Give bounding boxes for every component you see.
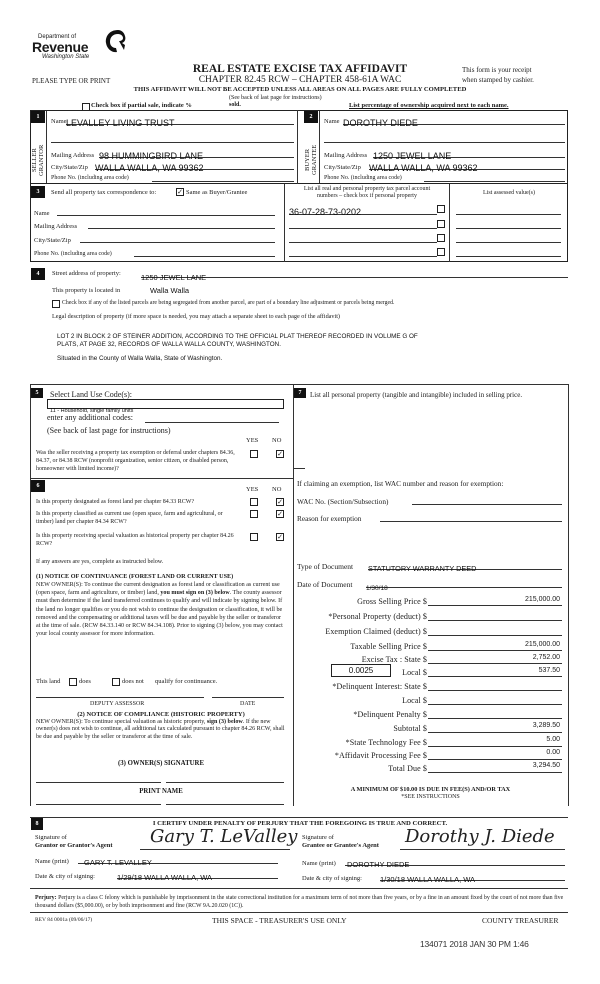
grantor-sig-label-1: Signature of [35,834,67,841]
grantor-signature: Gary T. LeValley [150,826,298,847]
buyer-name-field[interactable] [343,114,565,128]
parcel-field-3[interactable] [289,235,437,243]
treasurer-use-only: THIS SPACE - TREASURER'S USE ONLY [212,916,347,925]
parcel-field-1[interactable] [289,202,437,215]
seller-city-label: City/State/Zip [51,164,88,171]
legal-description-label: Legal description of property (if more space is needed, you may attach a separate sheet to each page of the affidavit) [52,313,340,320]
grantor-side-label: GRANTOR [38,144,45,176]
tech-fee-field[interactable] [428,737,562,747]
personal-property-deduct-label: *Personal Property (deduct) $ [328,612,427,621]
section-4-number: 4 [31,268,45,280]
logo-state-text: Washington State [42,54,90,60]
gross-selling-price-label: Gross Selling Price $ [357,597,427,606]
notice1-text-a: NEW OWNER(S): To continue the current designation as forest land or classification as current use (open space, farm and agriculture, or timber) land, [36,582,280,597]
notice-continuance-body [36,581,286,638]
segregate-label: Check box if any of the listed parcels are being segregated from another parcel, are part of a boundary line adjustment or parcels being merged. [62,300,395,306]
exemption-question: Was the seller receiving a property tax exemption or deferral under chapters 84.36, 84.37, or 84.38 RCW (nonprofit organization, senior citizen, or disabled person, homeowner with limited income)? [36,450,235,472]
forest-land-question: Is this property designated as forest land per chapter 84.33 RCW? [36,499,195,505]
deputy-assessor-field[interactable] [36,690,204,698]
parcel-header [286,186,448,200]
buyer-city-field[interactable] [369,158,565,173]
gross-selling-price-value: 215,000.00 [524,596,560,603]
section-2-number: 2 [304,111,318,123]
parcel-value-1: 36-07-28-73-0202 [289,207,362,217]
corr-city-label: City/State/Zip [34,237,71,244]
personal-property-label: List all personal property (tangible and intangible) included in selling price. [310,391,523,399]
historical-yes-checkbox[interactable] [250,533,258,541]
partial-sale-label: Check box if partial sale, indicate % [91,102,192,109]
seller-city-value: WALLA WALLA, WA 99362 [95,163,204,173]
grantee-side-label: GRANTEE [311,144,318,176]
exemption-claimed-field[interactable] [428,626,562,636]
logo-revenue-text: Revenue [32,39,89,55]
print-name-field-1[interactable] [36,801,161,805]
parcel-header-line-2: numbers – check box if personal property [317,193,417,199]
exemption-yes-checkbox[interactable] [250,450,258,458]
historical-no-checkbox[interactable]: ✓ [277,533,283,541]
receipt-note-1: This form is your receipt [462,66,532,74]
buyer-grantee-label [304,140,318,180]
parcel-personal-checkbox-3[interactable] [437,234,445,242]
grantee-name-field[interactable] [345,854,565,869]
delinquent-penalty-field[interactable] [428,709,562,719]
street-address-label: Street address of property: [52,270,121,277]
logo-dept-text: Department of [38,34,77,40]
buyer-city-value: WALLA WALLA, WA 99362 [369,163,478,173]
additional-codes-field[interactable] [145,413,279,423]
excise-local-value: 537.50 [538,667,560,674]
ownership-note: List percentage of ownership acquired next to each name. [349,102,509,109]
deputy-assessor-label: DEPUTY ASSESSOR [90,701,145,707]
doc-type-value: STATUTORY WARRANTY DEED [368,564,477,573]
processing-fee-label: *Affidavit Processing Fee $ [334,751,427,760]
land-use-code-select[interactable] [47,399,284,414]
legal-line-1: LOT 2 IN BLOCK 2 OF STEINER ADDITION, ACCORDING TO THE OFFICIAL PLAT THEREOF RECORDED IN VOLUME G OF [57,333,418,340]
tech-fee-value: 5.00 [546,736,560,743]
doc-date-label: Date of Document [297,580,353,589]
excise-state-value: 2,752.00 [532,654,560,661]
taxable-selling-price-label: Taxable Selling Price $ [350,642,427,651]
grantor-sig-label-2: Grantor or Grantor's Agent [35,842,113,849]
doc-date-value: 1/30/18 [366,585,388,592]
cashier-stamp: 134071 2018 JAN 30 PM 1:46 [420,939,529,949]
buyer-mailing-label: Mailing Address [324,152,368,159]
dor-swirl-logo-icon [104,28,126,54]
owner-signature-field-2[interactable] [166,775,284,783]
county-treasurer-label: COUNTY TREASURER [482,916,559,925]
buyer-mailing-value: 1250 JEWEL LANE [373,151,452,161]
owner-signature-label: (3) OWNER(S) SIGNATURE [118,760,204,767]
buyer-mailing-field[interactable] [373,146,565,161]
certify-statement: I CERTIFY UNDER PENALTY OF PERJURY THAT THE FOREGOING IS TRUE AND CORRECT. [152,820,448,827]
owner-signature-field-1[interactable] [36,775,161,783]
date-label: DATE [240,701,256,707]
exemption-no-checkbox[interactable]: ✓ [277,450,283,458]
corr-name-field[interactable] [57,208,275,216]
grantor-date-city-label: Date & city of signing: [35,873,95,880]
seller-phone-label: Phone No. (including area code) [51,175,129,181]
notice1-text-b: . The county assessor must then determine if the land transferred continues to qualify and will indicate by signing below. If the land no longer qualifies or you do not wish to continue the designation or classification, it will be removed and the compensating or additional taxes will be due and payable by the seller or transferor at the time of sale. (RCW 84.33.140 or RCW 84.34.108). Prior to signing (3) below, you may contact your local county assessor for more information. [36,590,283,638]
same-as-buyer-label: Same as Buyer/Grantee [186,189,248,196]
exemption-reason-field[interactable] [380,513,562,522]
excise-local-label: Local $ [402,668,427,677]
send-correspondence-label: Send all property tax correspondence to: [51,189,157,196]
grantee-sig-label-2: Grantee or Grantee's Agent [302,842,379,849]
see-back-note: (See back of last page for instructions) [229,95,322,101]
same-as-buyer-checkbox[interactable]: ✓ [177,188,183,196]
notice-continuance-title: (1) NOTICE OF CONTINUANCE (FOREST LAND OR CURRENT USE) [36,573,234,580]
tech-fee-label: *State Technology Fee $ [345,738,427,747]
section-8-number: 8 [31,818,43,830]
street-address-field[interactable] [141,267,568,282]
if-yes-instruction: If any answers are yes, complete as instructed below. [36,559,164,565]
print-name-label: PRINT NAME [139,788,183,795]
historical-question: Is this property receiving special valuation as historical property per chapter 84.26 RCW? [36,533,234,547]
form-id: REV 84 0001a (09/06/17) [35,917,93,923]
doc-type-field[interactable] [368,558,562,573]
assessed-header: List assessed value(s) [483,190,535,196]
seller-grantor-label [31,140,45,180]
doc-date-field[interactable] [366,577,562,592]
grantee-date-city-field[interactable] [380,869,565,884]
local-rate-field[interactable]: 0.0025 [331,664,391,677]
seller-mailing-value: 98 HUMMINGBIRD LANE [99,151,204,161]
forest-no-checkbox[interactable]: ✓ [277,498,283,506]
section-3-number: 3 [31,186,45,198]
personal-property-deduct-field[interactable] [428,611,562,621]
buyer-city-label: City/State/Zip [324,164,361,171]
does-not-label: does not [122,678,144,685]
form-subtitle: CHAPTER 82.45 RCW – CHAPTER 458-61A WAC [198,75,402,85]
buyer-phone-field[interactable] [424,174,565,182]
assessor-date-field[interactable] [212,690,284,698]
assessed-field-2[interactable] [456,221,561,229]
exemption-claimed-label: Exemption Claimed (deduct) $ [325,627,427,636]
current-use-yes-checkbox[interactable] [250,510,258,518]
situated-text: Situated in the County of Walla Walla, State of Washington. [57,355,223,362]
current-use-no-checkbox[interactable]: ✓ [277,510,283,518]
corr-city-field[interactable] [80,235,275,243]
grantee-date-city-label: Date & city of signing: [302,875,362,882]
assessed-field-1[interactable] [456,207,561,215]
buyer-name-label: Name [324,118,340,125]
seller-side-label: SELLER [31,148,38,172]
buyer-phone-label: Phone No. (including area code) [324,175,402,181]
located-in-label: This property is located in [52,287,121,294]
notice-compliance-title: (2) NOTICE OF COMPLIANCE (HISTORIC PROPERTY) [77,711,245,718]
this-land-label: This land [36,678,61,685]
seller-name-label: Name [51,118,67,125]
dor-logo [32,28,132,62]
grantee-sig-label-1: Signature of [302,834,334,841]
buyer-side-label: BUYER [304,148,311,172]
assessed-field-4[interactable] [456,249,561,257]
section-5-number: 5 [31,388,43,398]
section-6-number: 6 [31,480,45,492]
grantor-date-city-value: 1/29/18 WALLA WALLA, WA [117,873,213,882]
notice2-text-a: NEW OWNER(S): To continue special valuation as historic property, [36,719,207,725]
does-qualify-checkbox[interactable] [69,678,77,686]
no-header-6: NO [272,486,282,493]
grantee-date-city-value: 1/30/18 WALLA WALLA, WA [380,875,476,884]
grantee-signature: Dorothy J. Diede [405,826,555,847]
forest-yes-checkbox[interactable] [250,498,258,506]
grantor-name-field[interactable] [78,852,278,867]
qualify-label: qualify for continuance. [155,678,218,685]
corr-mailing-field[interactable] [88,221,275,229]
wac-number-label: WAC No. (Section/Subsection) [297,497,389,506]
subtotal-label: Subtotal $ [393,724,427,733]
parcel-personal-checkbox-4[interactable] [437,248,445,256]
no-header-5: NO [272,437,282,444]
total-due-label: Total Due $ [388,764,427,773]
yes-header-6: YES [246,486,259,493]
parcel-personal-checkbox-1[interactable] [437,205,445,213]
grantor-date-city-field[interactable] [117,867,278,882]
wac-number-field[interactable] [412,496,562,505]
grantor-name-value: GARY T. LEVALLEY [84,858,152,867]
buyer-name-line-2[interactable] [324,133,565,143]
receipt-note-2: when stamped by cashier. [462,76,534,84]
delinquent-interest-state-field[interactable] [428,681,562,691]
seller-name-field[interactable] [66,114,294,128]
grantee-name-value: DOROTHY DIEDE [347,860,410,869]
land-use-select-label: Select Land Use Code(s): [50,390,132,399]
buyer-name-value: DOROTHY DIEDE [343,118,418,128]
section-7-number: 7 [294,388,306,398]
processing-fee-field[interactable] [428,750,562,760]
perjury-notice [35,895,565,910]
sold-label: sold. [229,102,241,108]
delinquent-penalty-label: *Delinquent Penalty $ [353,710,427,719]
assessed-field-3[interactable] [456,235,561,243]
processing-fee-value: 0.00 [546,749,560,756]
does-label: does [79,678,91,685]
print-name-field-2[interactable] [166,801,284,805]
delinquent-interest-local-label: Local $ [402,696,427,705]
seller-name-line-2[interactable] [51,133,294,143]
corr-phone-field[interactable] [134,249,275,257]
exemption-claim-label: If claiming an exemption, list WAC number and reason for exemption: [297,479,504,488]
total-due-value: 3,294.50 [532,762,560,769]
grantor-name-label: Name (print) [35,858,69,865]
notice2-text-b: . If the new owner(s) does not wish to continue, all additional tax calculated pursuant to chapter 84.26 RCW, shall be due and payable by the seller or transferor at the time of sale. [36,719,285,740]
segregate-checkbox[interactable] [52,300,60,308]
form-title: REAL ESTATE EXCISE TAX AFFIDAVIT [192,63,408,75]
located-in-value: Walla Walla [150,286,190,295]
current-use-question: Is this property classified as current use (open space, farm and agricultural, or timber) land per chapter 84.34 RCW? [36,511,223,525]
land-use-see-back: (See back of last page for instructions) [47,426,171,435]
taxable-selling-price-value: 215,000.00 [524,641,560,648]
corr-mailing-label: Mailing Address [34,223,78,230]
exemption-reason-label: Reason for exemption [297,514,362,523]
seller-phone-field[interactable] [152,174,294,182]
parcel-field-2[interactable] [289,221,437,229]
notice1-bold: you must sign on (3) below [160,590,230,597]
minimum-due-note: A MINIMUM OF $10.00 IS DUE IN FEE(S) AND/OR TAX [350,786,511,793]
acceptance-warning: THIS AFFIDAVIT WILL NOT BE ACCEPTED UNLESS ALL AREAS ON ALL PAGES ARE FULLY COMPLETED [133,86,467,93]
perjury-bold: Perjury: [35,895,57,901]
corr-phone-label: Phone No. (including area code) [34,251,112,257]
section-1-number: 1 [31,111,45,123]
parcel-personal-checkbox-2[interactable] [437,220,445,228]
seller-mailing-label: Mailing Address [51,152,95,159]
additional-codes-label: enter any additional codes: [47,413,133,422]
parcel-header-line-1: List all real and personal property tax parcel account [303,186,431,192]
doc-type-label: Type of Document [297,562,354,571]
land-use-code-value: 11 - Household, single family units [50,408,134,414]
corr-name-label: Name [34,210,50,217]
delinquent-interest-local-field[interactable] [428,695,562,705]
grantee-name-label: Name (print) [302,860,336,867]
seller-mailing-field[interactable] [99,146,294,161]
parcel-field-4[interactable] [289,249,437,257]
notice2-bold: sign (3) below [206,719,243,725]
excise-state-label: Excise Tax : State $ [361,655,427,664]
does-not-qualify-checkbox[interactable] [112,678,120,686]
please-type-label: PLEASE TYPE OR PRINT [32,77,111,85]
seller-name-value: LEVALLEY LIVING TRUST [66,118,175,128]
perjury-text: Perjury is a class C felony which is punishable by imprisonment in the state correctional institution for a maximum term of not more than five years, or by a fine in an amount fixed by the court of not more than five thousand dollars ($5,000.00), or by both imprisonment and fine (RCW 9A.20.020 (1C)). [35,895,564,909]
delinquent-interest-state-label: *Delinquent Interest: State $ [332,682,427,691]
legal-line-2: PLATS, AT PAGE 32, RECORDS OF WALLA WALLA COUNTY, WASHINGTON. [57,341,281,348]
see-instructions-note: *SEE INSTRUCTIONS [401,794,460,800]
subtotal-value: 3,289.50 [532,722,560,729]
yes-header-5: YES [246,437,259,444]
notice-compliance-body [36,719,288,741]
seller-city-field[interactable] [95,158,294,173]
street-address-value: 1250 JEWEL LANE [141,273,207,282]
